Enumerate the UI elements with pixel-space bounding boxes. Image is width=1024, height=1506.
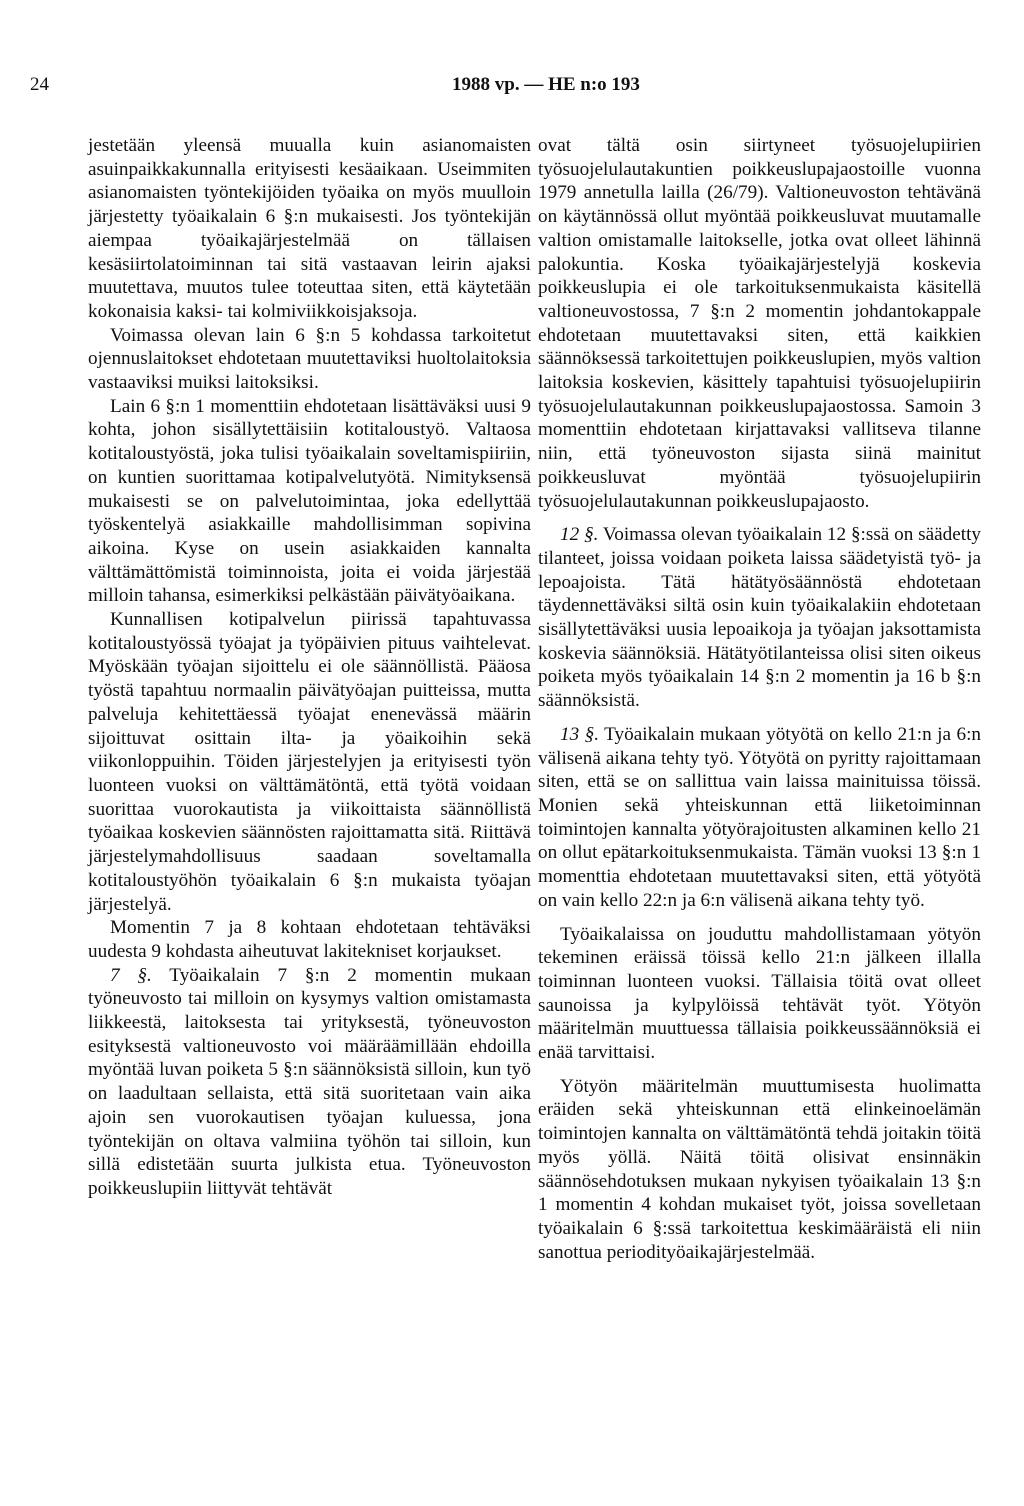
section-ref-13: 13 §.	[560, 723, 600, 745]
section-ref-7: 7 §.	[110, 964, 152, 986]
section-ref-12: 12 §.	[560, 524, 599, 546]
right-paragraph-5: Yötyön määritelmän muuttumisesta huolimatta eräiden sekä yhteiskunnan että elinkeinoelämän toimintojen kannalta on välttämätöntä tehdä joitakin töitä myös yöllä. Näitä töitä olisivat ensinnäkin säännösehdotuksen mukaan nykyisen työaikalain 13 §:n 1 momentin 4 kohdan mukaiset työt, joissa sovelletaan työaikalain 6 §:ssä tarkoitettua keskimääräistä eli niin sanottua periodityöaikajärjestelmää.	[538, 1075, 981, 1263]
right-column	[538, 134, 981, 1264]
left-paragraph-5: Momentin 7 ja 8 kohtaan ehdotetaan tehtäväksi uudesta 9 kohdasta aiheutuvat lakitekniset korjaukset.	[88, 917, 531, 962]
right-paragraph-3-text: Työaikalain mukaan yötyötä on kello 21:n ja 6:n välisenä aikana tehty työ. Yötyötä on pyritty rajoittamaan siten, että se on sallittua vain laissa mainituissa töissä. Monien sekä yhteiskunnan että liiketoiminnan toimintojen kannalta yötyörajoitusten alkaminen kello 21 on ollut epätarkoituksenmukaista. Tämän vuoksi 13 §:n 1 momenttia ehdotetaan muutettavaksi siten, että yötyötä on vain kello 22:n ja 6:n välisenä aikana tehty työ.	[538, 723, 981, 911]
left-paragraph-2: Voimassa olevan lain 6 §:n 5 kohdassa tarkoitetut ojennuslaitokset ehdotetaan muutettaviksi huoltolaitoksia vastaaviksi muiksi laitoksiksi.	[88, 324, 531, 394]
right-paragraph-2	[538, 523, 981, 713]
left-paragraph-4: Kunnallisen kotipalvelun piirissä tapahtuvassa kotitaloustyössä työajat ja työpäivien pituus vaihtelevat. Myöskään työajan sijoittelu ei ole säännöllistä. Pääosa työstä tapahtuu normaalin päivätyöajan puitteissa, mutta palveluja kehitettäessä työajat enenevässä määrin sijoittuvat osittain ilta- ja yöaikoihin sekä viikonloppuihin. Töiden järjestelyjen ja erityisesti työn luonteen vuoksi on välttämätöntä, että työtä voidaan suorittaa vuorokautista ja viikoittaista säännöllistä työaikaa koskevien säännösten rajoittamatta sitä. Riittävä järjestelymahdollisuus saadaan soveltamalla kotitaloustyöhön työaikalain 6 §:n mukaista työajan järjestelyä.	[88, 609, 531, 915]
page-header	[30, 74, 994, 100]
left-paragraph-6-text: Työaikalain 7 §:n 2 momentin mukaan työneuvosto tai milloin on kysymys valtion omistamasta liikkeestä, laitoksesta tai yrityksestä, työneuvoston esityksestä valtioneuvosto voi määräämillään ehdoilla myöntää luvan poiketa 5 §:n säännöksistä silloin, kun työ on laadultaan sellaista, että sitä suoritetaan vain aika ajoin sen vuorokautisen työajan kuluessa, jona työntekijän on oltava valmiina työhön tai silloin, kun sillä edistetään suurta julkista etua. Työneuvoston poikkeuslupiin liittyvät tehtävät	[88, 964, 532, 1199]
left-paragraph-1: jestetään yleensä muualla kuin asianomaisten asuinpaikkakunnalla erityisesti kesäaikaan. Useimmiten asianomaisten työntekijöiden työaika on myös muulloin järjestetty työaikalain 6 §:n mukaisesti. Jos työntekijän aiempaa työaikajärjestelmää on tällaisen kesäsiirtolatoiminnan tai sitä vastaavan leirin ajaksi muutettava, muutos tulee toteuttaa siten, että käytetään kokonaisia kaksi- tai kolmiviikkoisjaksoja.	[88, 135, 531, 322]
right-paragraph-2-text: Voimassa olevan työaikalain 12 §:ssä on säädetty tilanteet, joissa voidaan poiketa laissa säädetyistä työ- ja lepoajoista. Tätä hätätyösäännöstä ehdotetaan täydennettäväksi siltä osin kuin työaikalakiin ehdotetaan sisällytettäväksi uusia lepoaikoja ja työajan jaksottamista koskevia säännöksiä. Hätätyötilanteissa olisi siten oikeus poiketa myös työaikalain 14 §:n 2 momentin ja 16 b §:n säännöksistä.	[538, 524, 982, 712]
page-number: 24	[30, 74, 49, 95]
right-paragraph-1: ovat tältä osin siirtyneet työsuojelupiirien työsuojelulautakuntien poikkeuslupajaostoille vuonna 1979 annetulla lailla (26/79). Valtioneuvoston tehtävänä on käytännössä ollut myöntää poikkeusluvat muutamalle valtion omistamalle laitokselle, jotka ovat olleet lähinnä palokuntia. Koska työaikajärjestelyjä koskevia poikkeuslupia ei ole tarkoituksenmukaista käsitellä valtioneuvostossa, 7 §:n 2 momentin johdantokappale ehdotetaan muutettavaksi siten, että kaikkien säännöksessä tarkoitettujen poikkeuslupien, myös valtion laitoksia koskevien, käsittely tapahtuisi työsuojelupiirin työsuojelulautakunnan poikkeuslupajaostossa. Samoin 3 momenttiin ehdotetaan kirjattavaksi vallitseva tilanne niin, että työneuvoston sijasta siinä mainitut poikkeusluvat myöntää työsuojelupiirin työsuojelulautakunnan poikkeuslupajaosto.	[538, 135, 981, 512]
left-paragraph-6	[88, 964, 531, 1201]
right-paragraph-3	[538, 723, 981, 913]
running-head: 1988 vp. — HE n:o 193	[452, 74, 640, 95]
right-paragraph-4: Työaikalaissa on jouduttu mahdollistamaan yötyön tekeminen eräissä töissä kello 21:n jälkeen illalla toiminnan luonteen vuoksi. Tällaisia töitä ovat olleet saunoissa ja kylpylöissä tehtävät työt. Yötyön määritelmän muuttuessa tällaisia poikkeussäännöksiä ei enää tarvittaisi.	[538, 923, 981, 1064]
left-column	[88, 134, 531, 1201]
left-paragraph-3: Lain 6 §:n 1 momenttiin ehdotetaan lisättäväksi uusi 9 kohta, johon sisällytettäisiin kotitaloustyö. Valtaosa kotitaloustyöstä, joka tulisi työaikalain soveltamispiiriin, on kuntien suorittamaa kotipalvelutyötä. Nimityksensä mukaisesti se on palvelutoimintaa, joka edellyttää työskentelyä asiakkaille mahdollisimman sopivina aikoina. Kyse on usein asiakkaiden kannalta välttämättömistä toiminnoista, joita ei voida järjestää milloin tahansa, esimerkiksi pelkästään päivätyöaikana.	[88, 395, 531, 607]
